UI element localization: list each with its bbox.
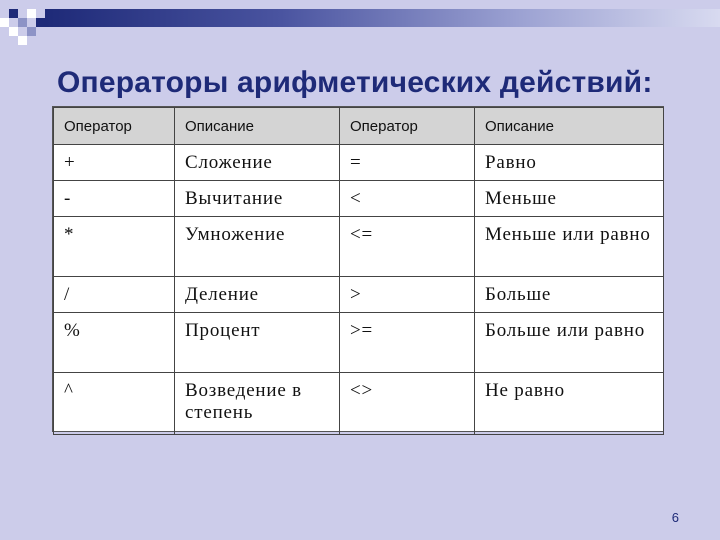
header-gradient-bar (45, 9, 720, 27)
header-operator: Оператор (340, 108, 475, 145)
decor-square (36, 18, 45, 27)
operator-cell: = (340, 145, 475, 181)
table-row (54, 145, 664, 181)
description-cell: Меньше или равно (475, 217, 664, 277)
header-description: Описание (175, 108, 340, 145)
decor-square (9, 27, 18, 36)
decor-square (18, 18, 27, 27)
description-cell: Умножение (175, 217, 340, 277)
description-cell: Процент (175, 313, 340, 373)
operator-cell: > (340, 277, 475, 313)
slide-title: Операторы арифметических действий: (57, 66, 653, 99)
table-row (54, 217, 664, 277)
decor-square (27, 9, 36, 18)
description-cell: Больше (475, 277, 664, 313)
page-number: 6 (671, 510, 679, 525)
header-operator: Оператор (54, 108, 175, 145)
description-cell: Больше или равно (475, 313, 664, 373)
description-cell: Меньше (475, 181, 664, 217)
table-row (54, 313, 664, 373)
operator-cell: < (340, 181, 475, 217)
operator-cell: <> (340, 373, 475, 435)
operator-cell: % (54, 313, 175, 373)
table-row (54, 277, 664, 313)
operator-cell: * (54, 217, 175, 277)
decor-square (9, 9, 18, 18)
description-cell: Возведение в степень (175, 373, 340, 435)
description-cell: Деление (175, 277, 340, 313)
description-cell: Не равно (475, 373, 664, 435)
operator-cell: - (54, 181, 175, 217)
description-cell: Равно (475, 145, 664, 181)
operator-cell: >= (340, 313, 475, 373)
decor-square (0, 18, 9, 27)
description-cell: Вычитание (175, 181, 340, 217)
operator-cell: + (54, 145, 175, 181)
decor-square (27, 27, 36, 36)
description-cell: Сложение (175, 145, 340, 181)
operators-table (53, 107, 664, 435)
table-header-row (54, 108, 664, 145)
operator-cell: / (54, 277, 175, 313)
table-row (54, 373, 664, 435)
operator-cell: <= (340, 217, 475, 277)
operator-cell: ^ (54, 373, 175, 435)
decor-square (18, 36, 27, 45)
header-description: Описание (475, 108, 664, 145)
table-row (54, 181, 664, 217)
operators-table-container (52, 106, 664, 432)
